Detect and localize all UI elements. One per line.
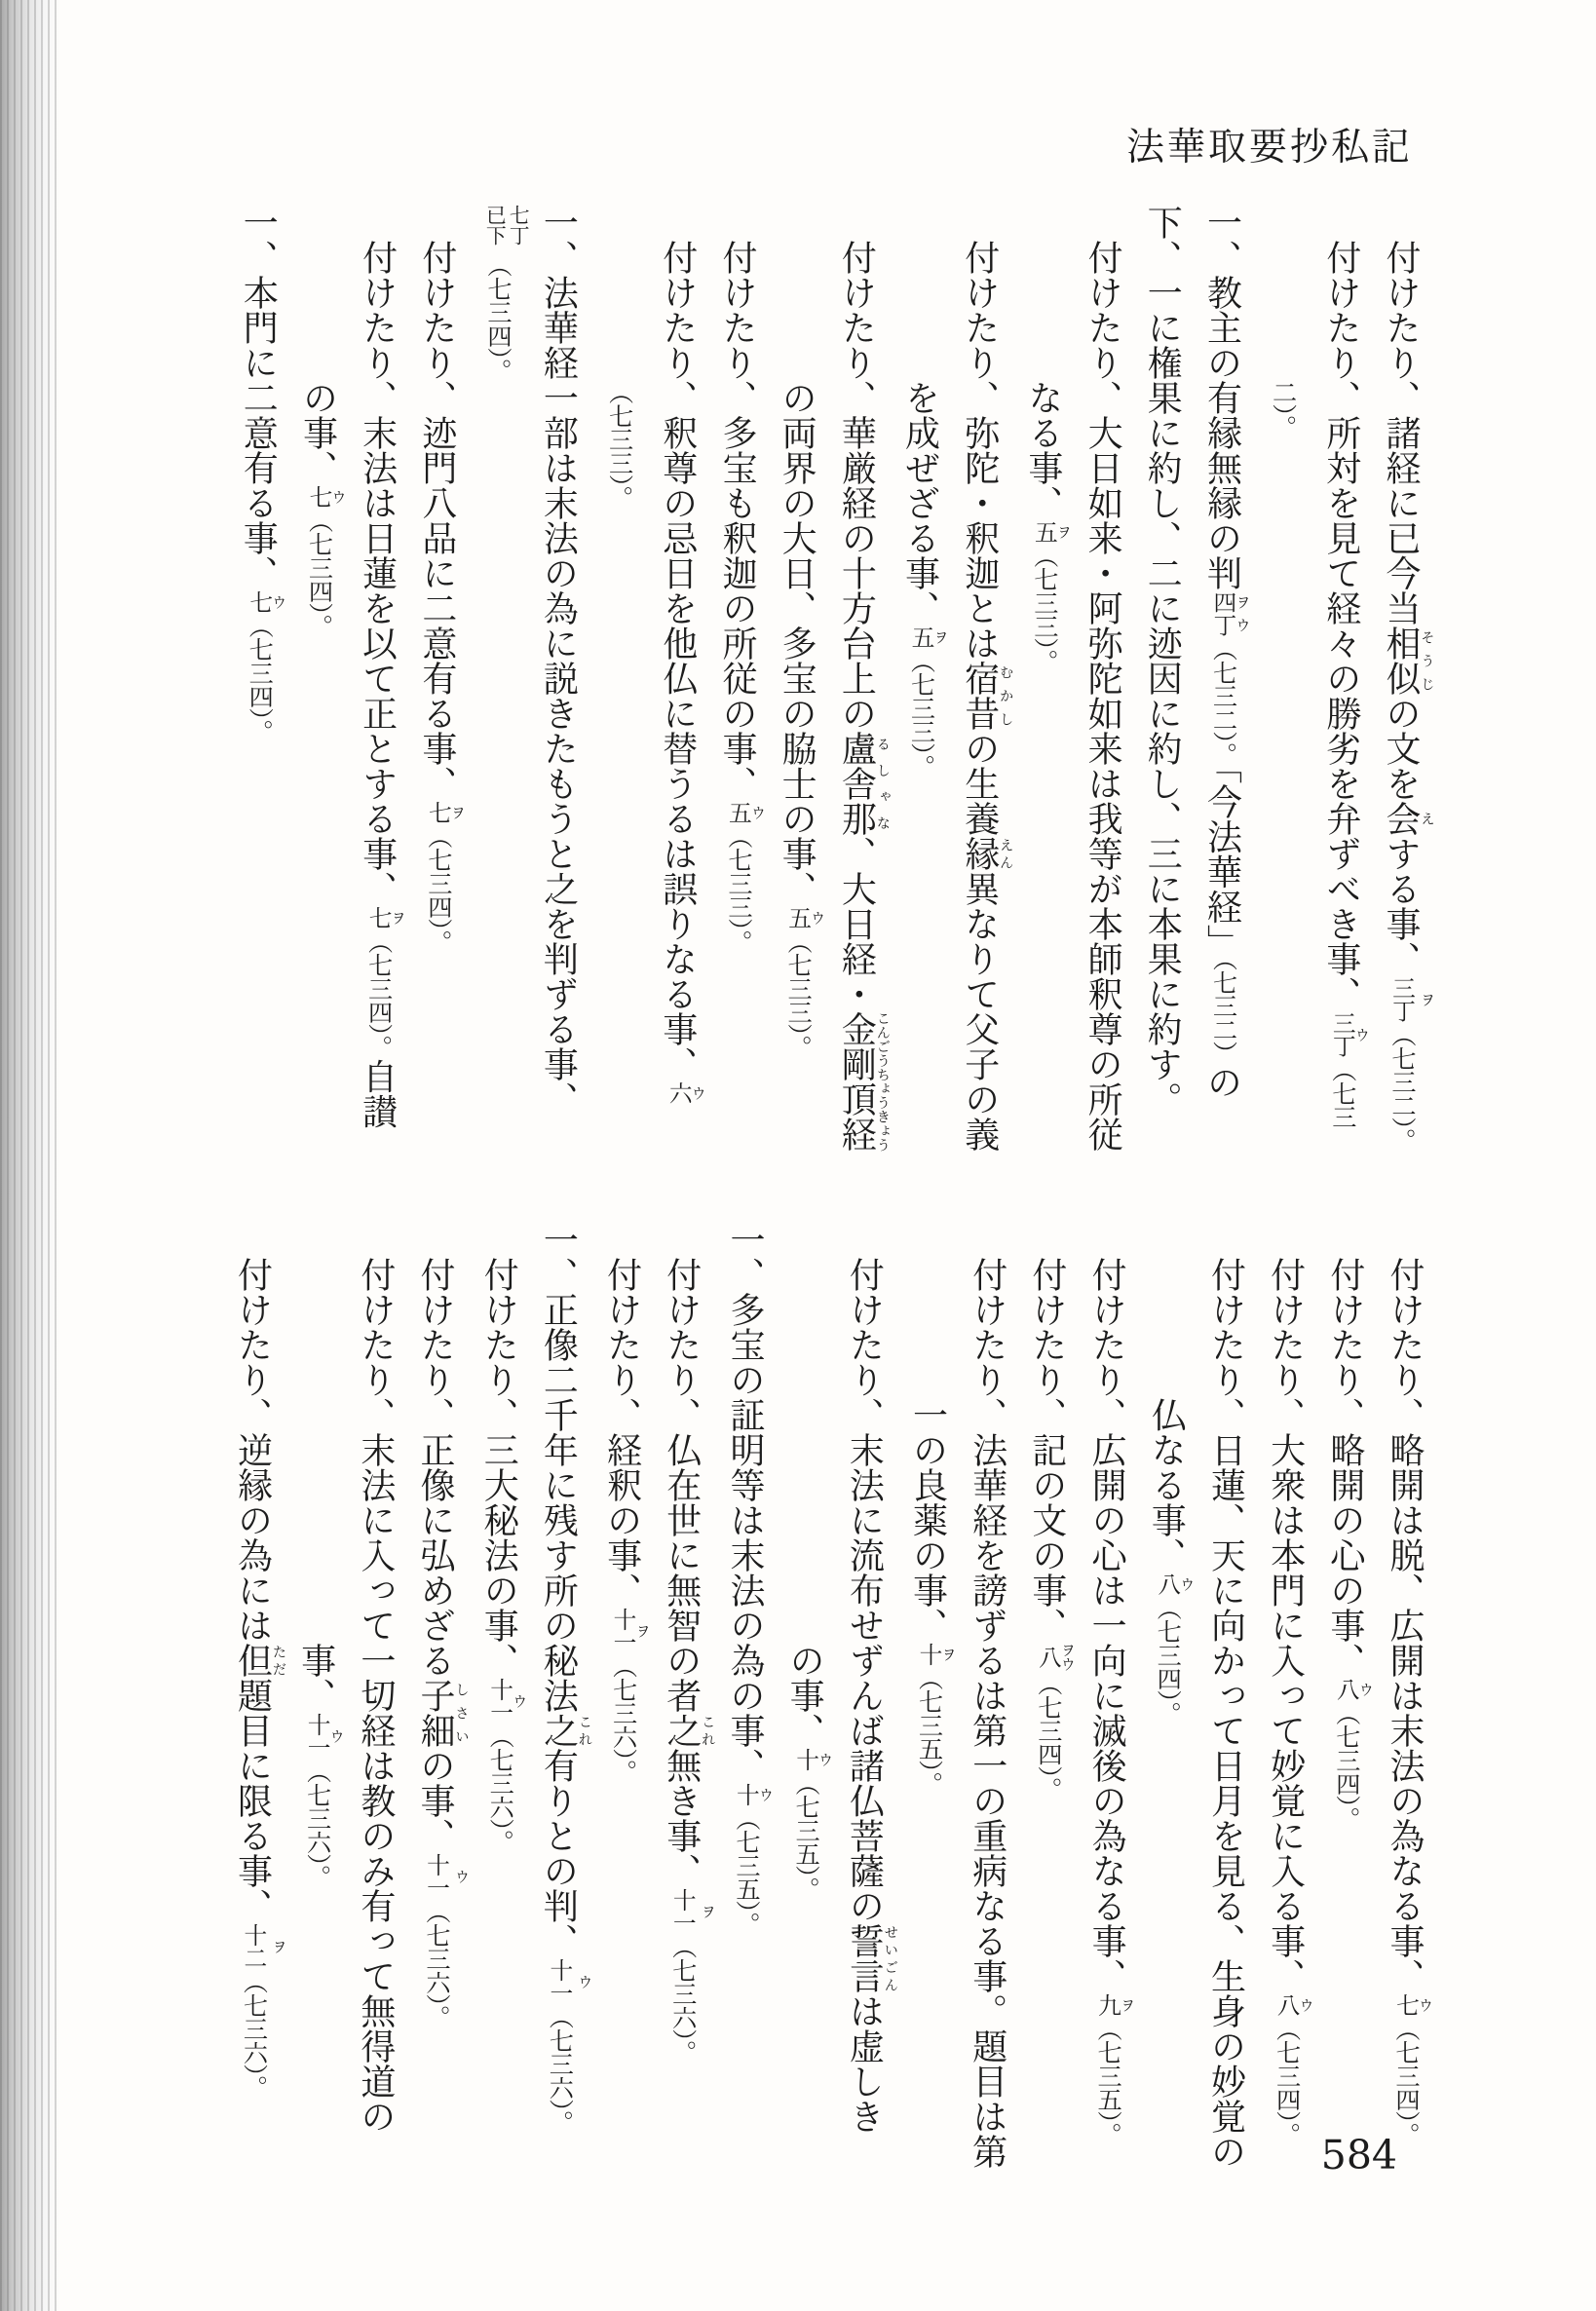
text-run: 付けたり、三大秘法の事、 <box>479 1257 519 1678</box>
folio-annotation: 十一 ウ <box>486 1678 527 1724</box>
toc-line <box>1255 1222 1314 2196</box>
text-run: 付けたり、所対を見て経々の勝劣を弁ずべき事、 <box>1321 240 1361 1011</box>
folio-annotation: 六 ウ <box>665 1081 705 1105</box>
toc-line <box>1311 205 1371 1179</box>
text-run: 題目に限る事、 <box>233 1678 273 1923</box>
folio-annotation: 三丁 ウ <box>1328 1011 1369 1058</box>
toc-line <box>707 205 767 1179</box>
furigana-ruby: 之これ <box>662 1713 715 1748</box>
text-run: 付けたり、華厳経の十方台上の <box>837 240 877 731</box>
text-run: 付けたり、末法に流布せずんば諸仏菩薩の <box>845 1257 885 1923</box>
folio-annotation: 五 ウ <box>784 906 825 929</box>
text-run: 付けたり、多宝も釈迦の所従の事、 <box>717 240 757 801</box>
toc-line <box>1196 1222 1255 2196</box>
folio-annotation: 七 ヲ <box>424 801 465 824</box>
page-reference: （七三六）。 <box>240 1969 267 2100</box>
text-run: 付けたり、略開の心の事、 <box>1325 1257 1365 1678</box>
page-reference: （七三六）。 <box>546 2004 573 2135</box>
text-run: の <box>1202 1064 1242 1100</box>
toc-line <box>1371 205 1434 1179</box>
text-run: 仏なる事、 <box>1147 1397 1187 1572</box>
folio-annotation: 十一 ウ <box>546 1958 592 2005</box>
toc-line <box>228 205 287 1179</box>
page-reference: （七三四）。 <box>1392 2016 1419 2146</box>
page-reference: （七三六）。 <box>303 1759 330 1889</box>
folio-annotation: 八 ヲウ <box>1034 1643 1075 1672</box>
warichu-column: 七丁 <box>506 205 530 246</box>
text-run: 付けたり、末法は日蓮を以て正とする事、 <box>358 240 398 906</box>
folio-annotation: 七 ウ <box>1392 1993 1432 2017</box>
page-reference: （七三三）。 <box>724 823 751 954</box>
toc-line <box>1315 1222 1375 2196</box>
text-run: を成ぜざる事、 <box>900 380 940 625</box>
furigana-ruby: 之これ <box>539 1713 592 1748</box>
toc-line <box>1251 205 1311 1179</box>
toc-line <box>467 205 528 1179</box>
toc-line <box>1192 205 1251 1179</box>
page-reference: （七三四）。 <box>1034 1671 1061 1801</box>
toc-line <box>950 205 1013 1179</box>
toc-line <box>1013 205 1073 1179</box>
toc-line <box>346 1222 405 2196</box>
furigana-ruby: 盧舎那るしゃな <box>837 731 891 836</box>
page-reference: （七三四）。 <box>484 252 512 383</box>
page-reference: （七三六）。 <box>668 1934 696 2065</box>
text-run: 付けたり、正像に弘めざる <box>416 1257 455 1678</box>
page-reference: （七三六）。 <box>486 1724 513 1854</box>
toc-line <box>347 205 406 1179</box>
warichu-note <box>481 205 528 253</box>
text-run: 一、本門に二意有る事、 <box>239 205 279 590</box>
page-reference: （七三五）。 <box>792 1770 819 1901</box>
text-run: の生養 <box>960 731 1000 836</box>
toc-line <box>285 1222 345 2196</box>
text-run: 付けたり、日蓮、天に向かって日月を見る、生身の妙覚の <box>1206 1257 1246 2169</box>
furigana-ruby: 金剛頂経こんごうちょうきょう <box>837 1011 891 1152</box>
toc-line <box>826 205 890 1179</box>
furigana-ruby: 誓言せいごん <box>845 1923 898 1993</box>
page-reference: （七三四）。 <box>1273 2016 1300 2146</box>
page-title: 法華取要抄私記 <box>1125 127 1413 169</box>
text-run: 付けたり、末法に入って一切経は教のみ有って無得道の <box>356 1257 396 2134</box>
folio-annotation: 五 ウ <box>724 801 765 824</box>
text-run: 事、 <box>296 1643 336 1713</box>
toc-line <box>591 1222 651 2196</box>
text-run: 付けたり、記の文の事、 <box>1027 1257 1067 1643</box>
page-reference: （七三二）。 <box>1209 636 1236 767</box>
page-reference: （七三三）。 <box>784 928 812 1059</box>
text-run: 付けたり、大衆は本門に入って妙覚に入る事、 <box>1266 1257 1306 1993</box>
text-run: 下、一に権果に約し、二に迹因に約し、三に本果に約す。 <box>1143 205 1183 1117</box>
toc-line <box>287 205 347 1179</box>
folio-annotation: 十 ウ <box>792 1748 833 1771</box>
text-run: 付けたり、法華経を謗ずるは第一の重病なる事。題目は第 <box>968 1257 1007 2169</box>
text-run: 一、教主の有縁無縁の判 <box>1202 205 1242 590</box>
toc-line <box>1136 1222 1196 2196</box>
furigana-ruby: 会え <box>1382 801 1434 836</box>
folio-annotation: 十一 ヲ <box>668 1888 715 1935</box>
page-reference: （七三四）。 <box>1332 1700 1359 1831</box>
toc-line <box>528 205 588 1179</box>
folio-annotation: 十一 ヲ <box>609 1608 650 1654</box>
text-run: 付けたり、釈尊の忌日を他仏に替うるは誤りなる事、 <box>658 240 698 1081</box>
text-run: 付けたり、仏在世に無智の者 <box>662 1257 702 1713</box>
text-run: 、大日経・ <box>837 836 877 1011</box>
text-run: 付けたり、迹門八品に二意有る事、 <box>417 240 457 801</box>
folio-annotation: 七 ウ <box>305 485 346 509</box>
toc-line <box>1375 1222 1434 2196</box>
text-run: は虚しき <box>845 1993 885 2134</box>
text-run: 自讃 <box>358 1058 398 1129</box>
text-run: 付けたり、諸経に已今当 <box>1382 240 1421 625</box>
toc-block-bottom <box>222 1222 1434 2196</box>
folio-annotation: 七 ヲ <box>364 906 405 929</box>
toc-line <box>1073 205 1132 1179</box>
text-run: 有りとの判、 <box>539 1748 579 1958</box>
toc-line <box>897 1222 957 2196</box>
toc-line <box>222 1222 285 2196</box>
page-reference: （七三五）。 <box>732 1805 759 1936</box>
text-run: 無き事、 <box>662 1748 702 1888</box>
folio-annotation: 五 ヲ <box>907 625 948 649</box>
text-run: の事、 <box>416 1748 455 1853</box>
furigana-ruby: 縁えん <box>960 836 1013 871</box>
folio-annotation: 八 ウ <box>1154 1572 1195 1596</box>
furigana-ruby: 子細しさい <box>416 1678 469 1748</box>
folio-annotation: 十二 ヲ <box>240 1923 286 1970</box>
page-reference: （七三 <box>1328 1057 1355 1129</box>
book-spine-shadow <box>0 0 60 2311</box>
toc-line <box>1077 1222 1136 2196</box>
furigana-ruby: 宿昔むかし <box>960 661 1013 731</box>
page-reference: 二）。 <box>1269 380 1296 438</box>
text-run: 付けたり、経釈の事、 <box>602 1257 642 1608</box>
page-reference: （七三五）。 <box>915 1665 942 1796</box>
toc-line <box>528 1222 591 2196</box>
folio-annotation: 九 ヲ <box>1094 1993 1135 2017</box>
text-run: 一、法華経一部は末法の為に説きたもうと之を判ずる事、 <box>539 205 579 1117</box>
page-number: 584 <box>1320 2132 1397 2178</box>
page-reference: （七三六）。 <box>609 1653 636 1784</box>
text-run: なる事、 <box>1023 380 1063 520</box>
page-reference: （七三二）。 <box>1388 1022 1415 1153</box>
folio-annotation: 十一 ウ <box>303 1713 344 1760</box>
toc-line <box>652 1222 715 2196</box>
page-reference: （七三四）。 <box>305 508 332 638</box>
folio-annotation: 七 ウ <box>246 590 286 614</box>
folio-annotation: 十 ウ <box>732 1783 773 1806</box>
toc-line <box>715 1222 775 2196</box>
toc-line <box>775 1222 834 2196</box>
toc-line <box>648 205 707 1179</box>
folio-annotation: 四丁 ヲウ <box>1209 590 1250 637</box>
folio-annotation: 十 ヲ <box>915 1643 956 1666</box>
text-run: 「今法華経」 <box>1202 766 1242 960</box>
warichu-column: 已下 <box>482 205 507 246</box>
toc-line <box>1017 1222 1077 2196</box>
text-run: 付けたり、広開の心は一向に滅後の為なる事、 <box>1087 1257 1127 1993</box>
folio-annotation: 八 ウ <box>1273 1993 1313 2017</box>
furigana-ruby: 相似そうじ <box>1382 625 1434 696</box>
text-run: 付けたり、大日如来・阿弥陀如来は我等が本師釈尊の所従 <box>1083 240 1123 1152</box>
page-reference: （七三六）。 <box>423 1899 449 2029</box>
toc-line <box>767 205 826 1179</box>
toc-line <box>834 1222 897 2196</box>
toc-line <box>405 1222 469 2196</box>
page-reference: （七三二） <box>1209 959 1236 1065</box>
folio-annotation: 十一 ウ <box>423 1853 469 1900</box>
text-run: 一、正像二千年に残す所の秘法 <box>539 1222 579 1713</box>
folio-annotation: 八 ウ <box>1332 1678 1373 1701</box>
text-run: 付けたり、弥陀・釈迦とは <box>960 240 1000 661</box>
text-run: する事、 <box>1382 836 1421 976</box>
page-reference: （七三三）。 <box>605 380 632 510</box>
page-reference: （七三四）。 <box>246 613 273 743</box>
toc-line <box>588 205 647 1179</box>
toc-line <box>407 205 467 1179</box>
page-reference: （七三三）。 <box>1030 543 1057 673</box>
page-reference: （七三四）。 <box>424 823 451 954</box>
text-run: の両界の大日、多宝の脇士の事、 <box>778 380 817 906</box>
toc-line <box>469 1222 528 2196</box>
text-run: 付けたり、略開は脱、広開は末法の為なる事、 <box>1386 1257 1425 1993</box>
text-run: の事、 <box>785 1643 825 1748</box>
page-reference: （七三四）。 <box>364 928 392 1059</box>
text-run: 一、多宝の証明等は末法の為の事、 <box>725 1222 765 1783</box>
folio-annotation: 五 ヲ <box>1030 520 1071 544</box>
page-reference: （七三三）。 <box>907 648 934 778</box>
page-reference: （七三四）。 <box>1154 1595 1181 1725</box>
page-reference: （七三五）。 <box>1094 2016 1121 2146</box>
toc-line <box>890 205 949 1179</box>
text-run: の文を <box>1382 696 1421 801</box>
text-run: の事、 <box>298 380 338 485</box>
text-run: 付けたり、逆縁の為には <box>233 1257 273 1643</box>
text-run: 一の良薬の事、 <box>908 1397 948 1643</box>
toc-line <box>958 1222 1017 2196</box>
folio-annotation: 三丁 ヲ <box>1388 976 1434 1023</box>
toc-block-top <box>228 205 1434 1179</box>
furigana-ruby: 但ただ <box>233 1643 286 1678</box>
text-run: 異なりて父子の義 <box>960 871 1000 1152</box>
toc-line <box>1132 205 1192 1179</box>
